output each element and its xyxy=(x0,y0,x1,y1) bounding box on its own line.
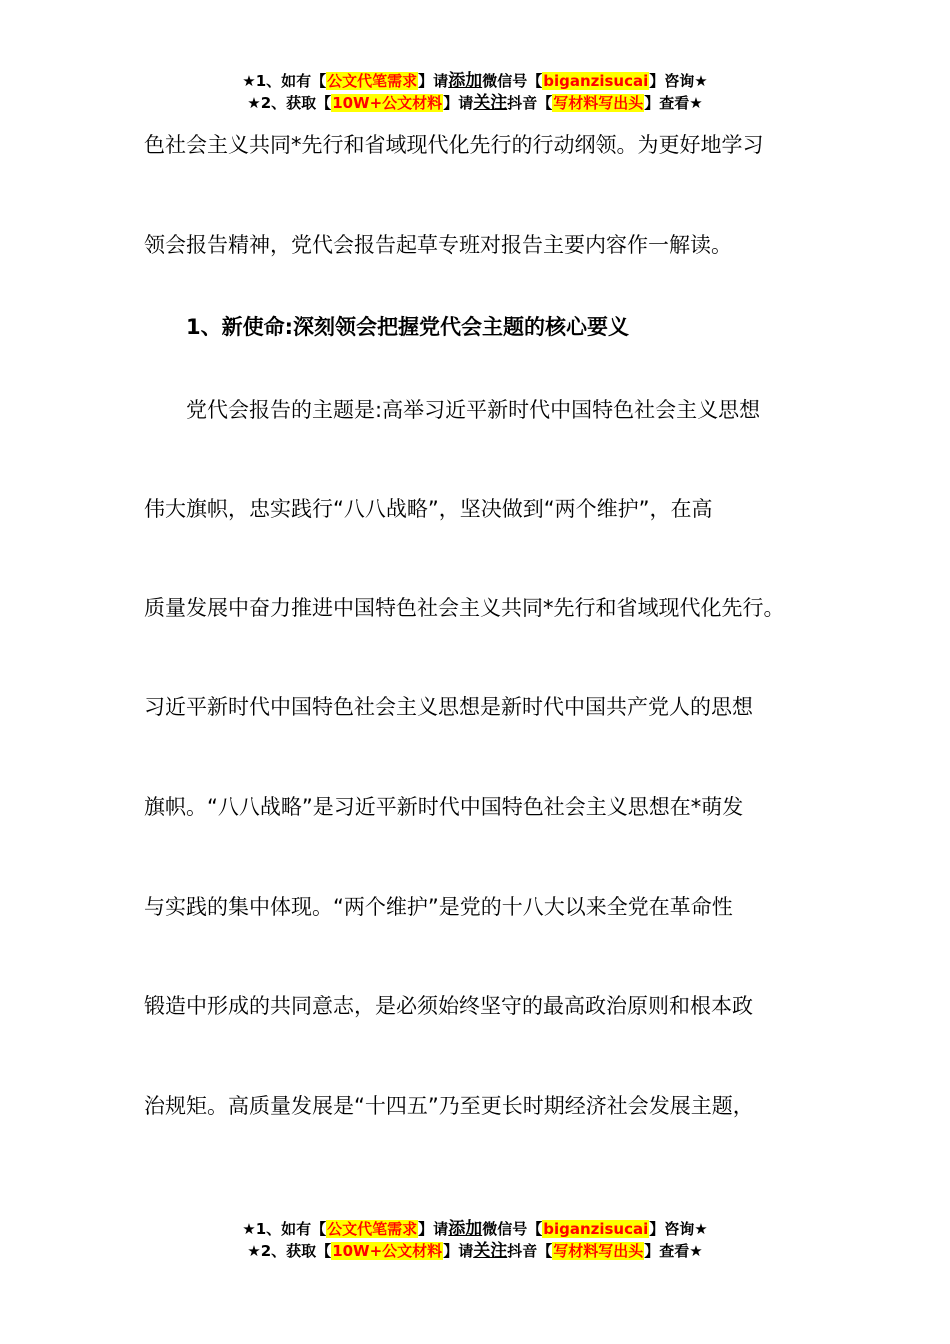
banner-text: 】请 xyxy=(443,94,474,112)
paragraph-line: 与实践的集中体现。“两个维护”是党的十八大以来全党在革命性 xyxy=(144,895,733,919)
header-banner xyxy=(0,70,950,114)
banner-text: 】咨询★ xyxy=(649,1220,708,1238)
banner-emphasis: 关注 xyxy=(473,1241,508,1261)
banner-text: 】查看★ xyxy=(644,1242,703,1260)
banner-emphasis: 添加 xyxy=(448,71,483,91)
banner-line-2 xyxy=(0,92,950,114)
section-heading: 1、新使命:深刻领会把握党代会主题的核心要义 xyxy=(186,315,630,339)
banner-text: 微信号【 xyxy=(482,72,543,90)
banner-text: 抖音【 xyxy=(507,94,553,112)
paragraph-line: 锻造中形成的共同意志，是必须始终坚守的最高政治原则和根本政 xyxy=(144,994,753,1018)
banner-highlight: 写材料写出头 xyxy=(553,1242,644,1260)
banner-text: 】请 xyxy=(443,1242,474,1260)
banner-text: 】请 xyxy=(418,1220,449,1238)
banner-highlight: biganzisucai xyxy=(543,72,649,90)
banner-text: ★1、如有【 xyxy=(242,72,327,90)
banner-highlight: 10W+公文材料 xyxy=(332,1242,443,1260)
banner-emphasis: 添加 xyxy=(448,1219,483,1239)
banner-text: ★1、如有【 xyxy=(242,1220,327,1238)
paragraph-line: 治规矩。高质量发展是“十四五”乃至更长时期经济社会发展主题， xyxy=(144,1094,754,1118)
paragraph-line: 领会报告精神，党代会报告起草专班对报告主要内容作一解读。 xyxy=(144,233,732,257)
banner-text: 】请 xyxy=(418,72,449,90)
banner-text: 抖音【 xyxy=(507,1242,553,1260)
banner-highlight: 10W+公文材料 xyxy=(332,94,443,112)
banner-emphasis: 关注 xyxy=(473,93,508,113)
paragraph-line: 色社会主义共同*先行和省域现代化先行的行动纲领。为更好地学习 xyxy=(144,133,764,157)
paragraph-line: 党代会报告的主题是:高举习近平新时代中国特色社会主义思想 xyxy=(186,398,761,422)
banner-highlight: 公文代笔需求 xyxy=(327,72,418,90)
banner-highlight: 写材料写出头 xyxy=(553,94,644,112)
paragraph-line: 质量发展中奋力推进中国特色社会主义共同*先行和省域现代化先行。 xyxy=(144,596,785,620)
banner-line-1 xyxy=(0,70,950,92)
banner-line-1 xyxy=(0,1218,950,1240)
paragraph-line: 习近平新时代中国特色社会主义思想是新时代中国共产党人的思想 xyxy=(144,695,753,719)
banner-text: ★2、获取【 xyxy=(247,1242,332,1260)
banner-highlight: biganzisucai xyxy=(543,1220,649,1238)
banner-text: 微信号【 xyxy=(482,1220,543,1238)
banner-highlight: 公文代笔需求 xyxy=(327,1220,418,1238)
footer-banner xyxy=(0,1218,950,1262)
banner-text: 】查看★ xyxy=(644,94,703,112)
paragraph-line: 伟大旗帜，忠实践行“八八战略”，坚决做到“两个维护”，在高 xyxy=(144,497,713,521)
banner-text: ★2、获取【 xyxy=(247,94,332,112)
paragraph-line: 旗帜。“八八战略”是习近平新时代中国特色社会主义思想在*萌发 xyxy=(144,795,744,819)
banner-text: 】咨询★ xyxy=(649,72,708,90)
banner-line-2 xyxy=(0,1240,950,1262)
